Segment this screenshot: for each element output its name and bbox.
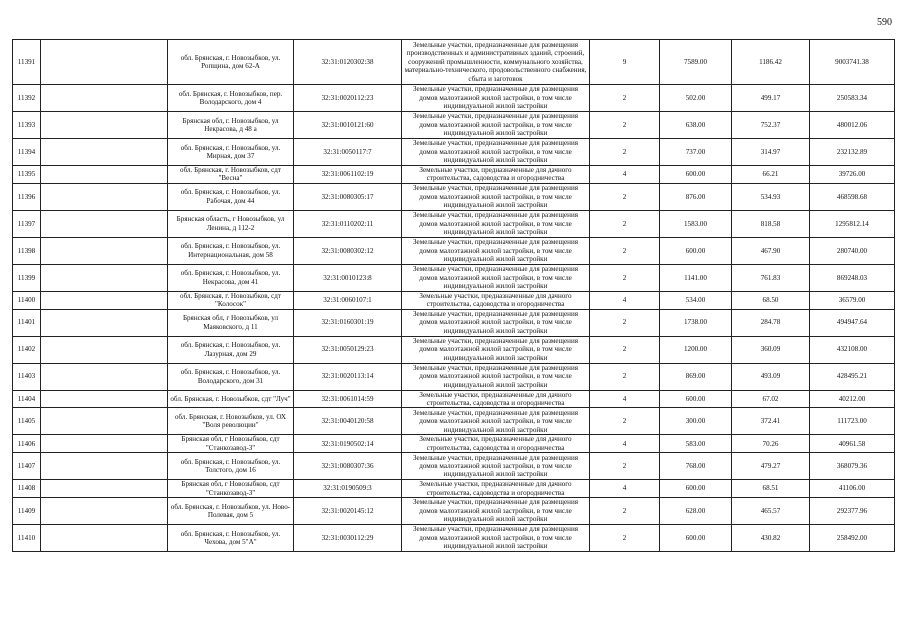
row-number-cell: 11391 [13, 40, 41, 85]
specific-value-cell: 284.78 [732, 309, 810, 336]
address-cell: обл. Брянская, г. Новозыбков, ул. Некрасова, дом 41 [168, 264, 294, 291]
specific-value-cell: 430.82 [732, 525, 810, 552]
cadastral-value-cell: 41106.00 [810, 480, 895, 498]
area-cell: 1738.00 [660, 309, 732, 336]
cadastral-number-cell: 32:31:0080305:17 [294, 183, 402, 210]
address-cell: Брянская обл, г. Новозыбков, ул Некрасова, д 48 а [168, 112, 294, 139]
address-cell: обл. Брянская, г. Новозыбков, сдт "Колосок" [168, 291, 294, 309]
table-row [13, 210, 895, 237]
table-row [13, 166, 895, 184]
address-cell: Брянская обл, г Новозыбков, ул Маяковского, д 11 [168, 309, 294, 336]
group-cell: 4 [590, 390, 660, 408]
table-row [13, 309, 895, 336]
row-number-cell: 11405 [13, 408, 41, 435]
address-cell: обл. Брянская, г. Новозыбков, ул. Рабочая, дом 44 [168, 183, 294, 210]
group-cell: 2 [590, 309, 660, 336]
empty-cell [41, 40, 168, 85]
cadastral-number-cell: 32:31:0050117:7 [294, 139, 402, 166]
row-number-cell: 11409 [13, 498, 41, 525]
purpose-cell: Земельные участки, предназначенные для дачного строительства, садоводства и огородничества [402, 390, 590, 408]
table-row [13, 480, 895, 498]
cadastral-value-cell: 232132.89 [810, 139, 895, 166]
specific-value-cell: 360.09 [732, 336, 810, 363]
cadastral-number-cell: 32:31:0060107:1 [294, 291, 402, 309]
address-cell: обл. Брянская, г. Новозыбков, ул. Толстого, дом 16 [168, 453, 294, 480]
area-cell: 534.00 [660, 291, 732, 309]
cadastral-value-cell: 480012.06 [810, 112, 895, 139]
specific-value-cell: 534.93 [732, 183, 810, 210]
specific-value-cell: 66.21 [732, 166, 810, 184]
empty-cell [41, 453, 168, 480]
row-number-cell: 11400 [13, 291, 41, 309]
specific-value-cell: 465.57 [732, 498, 810, 525]
area-cell: 869.00 [660, 363, 732, 390]
cadastral-number-cell: 32:31:0190502:14 [294, 435, 402, 453]
empty-cell [41, 498, 168, 525]
purpose-cell: Земельные участки, предназначенные для размещения домов малоэтажной жилой застройки, в том числе индивидуальной жилой застройки [402, 498, 590, 525]
group-cell: 2 [590, 264, 660, 291]
cadastral-number-cell: 32:31:0050129:23 [294, 336, 402, 363]
row-number-cell: 11404 [13, 390, 41, 408]
empty-cell [41, 390, 168, 408]
purpose-cell: Земельные участки, предназначенные для размещения домов малоэтажной жилой застройки, в том числе индивидуальной жилой застройки [402, 408, 590, 435]
specific-value-cell: 818.58 [732, 210, 810, 237]
area-cell: 7589.00 [660, 40, 732, 85]
page-number: 590 [877, 17, 892, 28]
address-cell: обл. Брянская, г. Новозыбков, ул. Чехова, дом 5"А" [168, 525, 294, 552]
cadastral-number-cell: 32:31:0080302:12 [294, 237, 402, 264]
cadastral-value-cell: 9003741.38 [810, 40, 895, 85]
empty-cell [41, 363, 168, 390]
cadastral-value-cell: 36579.00 [810, 291, 895, 309]
purpose-cell: Земельные участки, предназначенные для дачного строительства, садоводства и огородничества [402, 435, 590, 453]
purpose-cell: Земельные участки, предназначенные для размещения домов малоэтажной жилой застройки, в том числе индивидуальной жилой застройки [402, 525, 590, 552]
address-cell: обл. Брянская, г. Новозыбков, пер. Володарского, дом 4 [168, 85, 294, 112]
row-number-cell: 11408 [13, 480, 41, 498]
address-cell: обл. Брянская, г. Новозыбков, ул. ОХ "Воля революции" [168, 408, 294, 435]
empty-cell [41, 408, 168, 435]
cadastral-value-cell: 280740.00 [810, 237, 895, 264]
cadastral-number-cell: 32:31:0160301:19 [294, 309, 402, 336]
row-number-cell: 11407 [13, 453, 41, 480]
cadastral-value-cell: 40961.58 [810, 435, 895, 453]
cadastral-value-cell: 111723.00 [810, 408, 895, 435]
empty-cell [41, 291, 168, 309]
row-number-cell: 11392 [13, 85, 41, 112]
purpose-cell: Земельные участки, предназначенные для размещения домов малоэтажной жилой застройки, в том числе индивидуальной жилой застройки [402, 85, 590, 112]
row-number-cell: 11398 [13, 237, 41, 264]
area-cell: 1583.00 [660, 210, 732, 237]
row-number-cell: 11410 [13, 525, 41, 552]
empty-cell [41, 85, 168, 112]
cadastral-value-cell: 39726.00 [810, 166, 895, 184]
table-row [13, 139, 895, 166]
purpose-cell: Земельные участки, предназначенные для размещения домов малоэтажной жилой застройки, в том числе индивидуальной жилой застройки [402, 139, 590, 166]
group-cell: 2 [590, 85, 660, 112]
purpose-cell: Земельные участки, предназначенные для размещения домов малоэтажной жилой застройки, в том числе индивидуальной жилой застройки [402, 363, 590, 390]
table-row [13, 498, 895, 525]
area-cell: 876.00 [660, 183, 732, 210]
area-cell: 600.00 [660, 166, 732, 184]
cadastral-number-cell: 32:31:0030112:29 [294, 525, 402, 552]
area-cell: 628.00 [660, 498, 732, 525]
table-row [13, 291, 895, 309]
table-row [13, 112, 895, 139]
empty-cell [41, 166, 168, 184]
purpose-cell: Земельные участки, предназначенные для размещения домов малоэтажной жилой застройки, в том числе индивидуальной жилой застройки [402, 453, 590, 480]
specific-value-cell: 68.51 [732, 480, 810, 498]
row-number-cell: 11393 [13, 112, 41, 139]
group-cell: 2 [590, 453, 660, 480]
cadastral-number-cell: 32:31:0120302:38 [294, 40, 402, 85]
specific-value-cell: 761.83 [732, 264, 810, 291]
area-cell: 638.00 [660, 112, 732, 139]
purpose-cell: Земельные участки, предназначенные для размещения домов малоэтажной жилой застройки, в том числе индивидуальной жилой застройки [402, 112, 590, 139]
group-cell: 2 [590, 363, 660, 390]
area-cell: 1141.00 [660, 264, 732, 291]
row-number-cell: 11394 [13, 139, 41, 166]
cadastral-value-cell: 428495.21 [810, 363, 895, 390]
empty-cell [41, 480, 168, 498]
area-cell: 600.00 [660, 525, 732, 552]
group-cell: 2 [590, 112, 660, 139]
empty-cell [41, 210, 168, 237]
empty-cell [41, 525, 168, 552]
group-cell: 2 [590, 336, 660, 363]
specific-value-cell: 467.90 [732, 237, 810, 264]
area-cell: 737.00 [660, 139, 732, 166]
purpose-cell: Земельные участки, предназначенные для размещения домов малоэтажной жилой застройки, в том числе индивидуальной жилой застройки [402, 336, 590, 363]
empty-cell [41, 435, 168, 453]
address-cell: Брянская область, г Новозыбков, ул Ленина, д 112-2 [168, 210, 294, 237]
cadastral-value-cell: 40212.00 [810, 390, 895, 408]
table-row [13, 183, 895, 210]
cadastral-number-cell: 32:31:0061014:59 [294, 390, 402, 408]
row-number-cell: 11403 [13, 363, 41, 390]
address-cell: обл. Брянская, г. Новозыбков, сдт "Весна" [168, 166, 294, 184]
group-cell: 2 [590, 408, 660, 435]
cadastral-number-cell: 32:31:0190509:3 [294, 480, 402, 498]
specific-value-cell: 314.97 [732, 139, 810, 166]
table-row [13, 264, 895, 291]
address-cell: Брянская обл, г Новозыбков, сдт "Станкозавод-3" [168, 480, 294, 498]
specific-value-cell: 70.26 [732, 435, 810, 453]
cadastral-number-cell: 32:31:0080307:36 [294, 453, 402, 480]
area-cell: 768.00 [660, 453, 732, 480]
empty-cell [41, 264, 168, 291]
group-cell: 4 [590, 166, 660, 184]
purpose-cell: Земельные участки, предназначенные для размещения производственных и административных зданий, строений, сооружений промышленности, коммунального хозяйства, материально-технического, продовольственного снабжения, сбыта и заготовок [402, 40, 590, 85]
address-cell: обл. Брянская, г. Новозыбков, сдт "Луч" [168, 390, 294, 408]
area-cell: 502.00 [660, 85, 732, 112]
address-cell: обл. Брянская, г. Новозыбков, ул. Ропщина, дом 62-А [168, 40, 294, 85]
purpose-cell: Земельные участки, предназначенные для дачного строительства, садоводства и огородничества [402, 480, 590, 498]
specific-value-cell: 68.50 [732, 291, 810, 309]
purpose-cell: Земельные участки, предназначенные для размещения домов малоэтажной жилой застройки, в том числе индивидуальной жилой застройки [402, 264, 590, 291]
purpose-cell: Земельные участки, предназначенные для дачного строительства, садоводства и огородничества [402, 166, 590, 184]
cadastral-number-cell: 32:31:0010123:8 [294, 264, 402, 291]
row-number-cell: 11397 [13, 210, 41, 237]
specific-value-cell: 67.02 [732, 390, 810, 408]
row-number-cell: 11396 [13, 183, 41, 210]
specific-value-cell: 752.37 [732, 112, 810, 139]
group-cell: 2 [590, 525, 660, 552]
cadastral-value-cell: 869248.03 [810, 264, 895, 291]
cadastral-number-cell: 32:31:0010121:60 [294, 112, 402, 139]
table-row [13, 363, 895, 390]
area-cell: 600.00 [660, 237, 732, 264]
area-cell: 1200.00 [660, 336, 732, 363]
table-row [13, 40, 895, 85]
empty-cell [41, 112, 168, 139]
table-row [13, 390, 895, 408]
table-row [13, 525, 895, 552]
purpose-cell: Земельные участки, предназначенные для дачного строительства, садоводства и огородничества [402, 291, 590, 309]
address-cell: обл. Брянская, г. Новозыбков, ул. Интернациональная, дом 58 [168, 237, 294, 264]
table-row [13, 85, 895, 112]
table-row [13, 237, 895, 264]
row-number-cell: 11406 [13, 435, 41, 453]
address-cell: обл. Брянская, г. Новозыбков, ул. Ново-Полевая, дом 5 [168, 498, 294, 525]
row-number-cell: 11402 [13, 336, 41, 363]
group-cell: 2 [590, 237, 660, 264]
table-row [13, 453, 895, 480]
area-cell: 600.00 [660, 390, 732, 408]
cadastral-number-cell: 32:31:0020145:12 [294, 498, 402, 525]
empty-cell [41, 139, 168, 166]
area-cell: 600.00 [660, 480, 732, 498]
address-cell: обл. Брянская, г. Новозыбков, ул. Володарского, дом 31 [168, 363, 294, 390]
land-plot-table [12, 39, 895, 552]
purpose-cell: Земельные участки, предназначенные для размещения домов малоэтажной жилой застройки, в том числе индивидуальной жилой застройки [402, 237, 590, 264]
cadastral-value-cell: 250583.34 [810, 85, 895, 112]
specific-value-cell: 479.27 [732, 453, 810, 480]
specific-value-cell: 499.17 [732, 85, 810, 112]
cadastral-number-cell: 32:31:0061102:19 [294, 166, 402, 184]
empty-cell [41, 336, 168, 363]
cadastral-number-cell: 32:31:0020113:14 [294, 363, 402, 390]
cadastral-value-cell: 494947.64 [810, 309, 895, 336]
group-cell: 9 [590, 40, 660, 85]
cadastral-number-cell: 32:31:0110202:11 [294, 210, 402, 237]
purpose-cell: Земельные участки, предназначенные для размещения домов малоэтажной жилой застройки, в том числе индивидуальной жилой застройки [402, 210, 590, 237]
specific-value-cell: 493.09 [732, 363, 810, 390]
purpose-cell: Земельные участки, предназначенные для размещения домов малоэтажной жилой застройки, в том числе индивидуальной жилой застройки [402, 183, 590, 210]
area-cell: 583.00 [660, 435, 732, 453]
cadastral-value-cell: 1295812.14 [810, 210, 895, 237]
cadastral-number-cell: 32:31:0040120:58 [294, 408, 402, 435]
purpose-cell: Земельные участки, предназначенные для размещения домов малоэтажной жилой застройки, в том числе индивидуальной жилой застройки [402, 309, 590, 336]
specific-value-cell: 372.41 [732, 408, 810, 435]
cadastral-value-cell: 468598.68 [810, 183, 895, 210]
cadastral-value-cell: 368079.36 [810, 453, 895, 480]
cadastral-number-cell: 32:31:0020112:23 [294, 85, 402, 112]
group-cell: 2 [590, 139, 660, 166]
group-cell: 2 [590, 498, 660, 525]
table-row [13, 408, 895, 435]
group-cell: 4 [590, 435, 660, 453]
cadastral-value-cell: 292377.96 [810, 498, 895, 525]
specific-value-cell: 1186.42 [732, 40, 810, 85]
empty-cell [41, 237, 168, 264]
cadastral-value-cell: 258492.00 [810, 525, 895, 552]
empty-cell [41, 309, 168, 336]
address-cell: обл. Брянская, г. Новозыбков, ул. Мирная, дом 37 [168, 139, 294, 166]
row-number-cell: 11399 [13, 264, 41, 291]
address-cell: обл. Брянская, г. Новозыбков, ул. Лазурная, дом 29 [168, 336, 294, 363]
row-number-cell: 11401 [13, 309, 41, 336]
table-row [13, 336, 895, 363]
address-cell: Брянская обл, г Новозыбков, сдт "Станкозавод-3" [168, 435, 294, 453]
area-cell: 300.00 [660, 408, 732, 435]
cadastral-value-cell: 432108.00 [810, 336, 895, 363]
group-cell: 2 [590, 183, 660, 210]
row-number-cell: 11395 [13, 166, 41, 184]
group-cell: 4 [590, 291, 660, 309]
table-row [13, 435, 895, 453]
empty-cell [41, 183, 168, 210]
group-cell: 4 [590, 480, 660, 498]
group-cell: 2 [590, 210, 660, 237]
